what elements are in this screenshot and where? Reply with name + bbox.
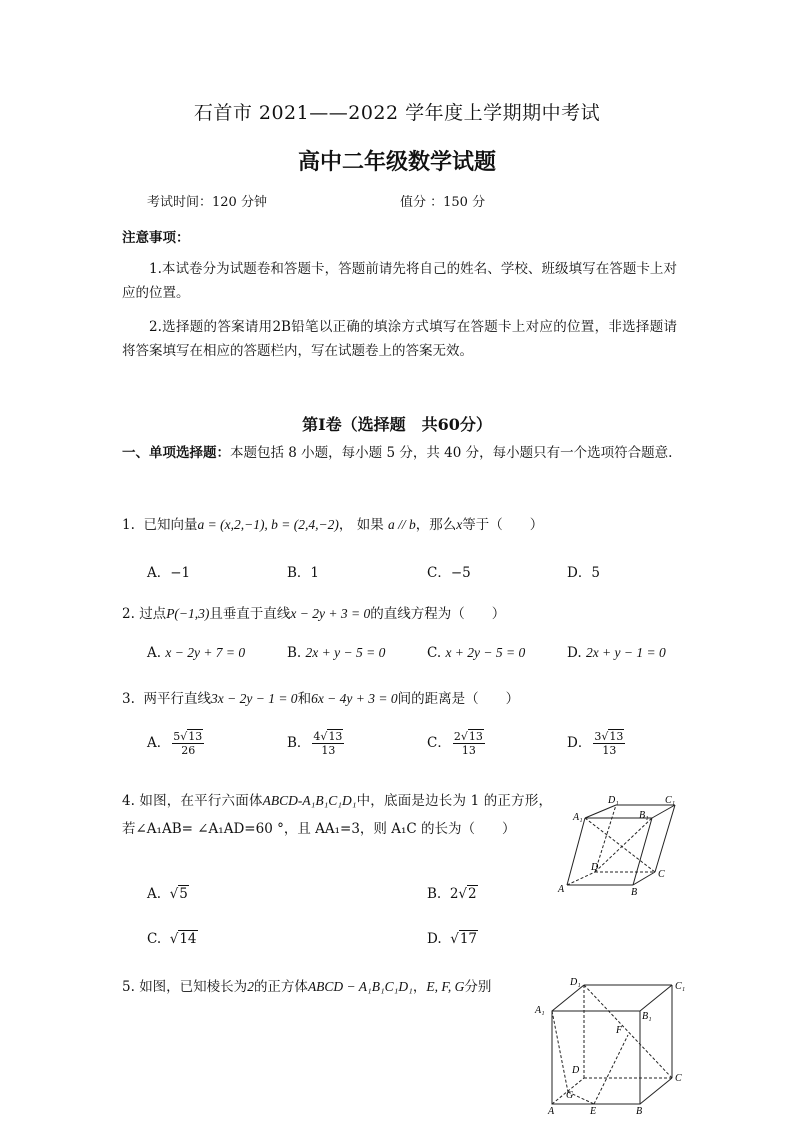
q1-text-b: ， 如果 bbox=[338, 517, 384, 533]
q5-label-d: D bbox=[572, 1065, 580, 1076]
q5-label-e: E bbox=[590, 1106, 597, 1115]
q1-var: x bbox=[456, 517, 463, 532]
q2-text-a: 过点 bbox=[139, 606, 167, 622]
question-5 bbox=[122, 975, 491, 995]
q3-number: 3. bbox=[122, 691, 135, 707]
q2-option-c bbox=[427, 645, 525, 661]
q5-text-c: ， bbox=[412, 979, 427, 995]
q3-option-c-label: C． bbox=[427, 735, 451, 751]
q5-solid: ABCD − A₁B₁C₁D₁ bbox=[307, 979, 413, 994]
q3-b-rad: 13 bbox=[328, 730, 343, 743]
q2-option-d-label: D. bbox=[567, 645, 582, 661]
q4-option-c-label: C. bbox=[147, 931, 162, 947]
note-item-1: 1.本试卷分为试题卷和答题卡，答题前请先将自己的姓名、学校、班级填写在答题卡上对应的位置。 bbox=[122, 261, 677, 301]
q3-a-rad: 13 bbox=[188, 730, 203, 743]
q3-d-rad: 13 bbox=[609, 730, 624, 743]
q4-option-a-rad: 5 bbox=[179, 886, 188, 902]
q2-option-a bbox=[147, 645, 245, 661]
q5-text-a: 如图，已知棱长为 bbox=[139, 979, 248, 995]
exam-score: 值分 ：150 分 bbox=[400, 195, 486, 210]
q3-c-den: 13 bbox=[461, 744, 476, 757]
exam-time: 考试时间：120 分钟 bbox=[147, 195, 267, 210]
q4-option-b-label: B. bbox=[427, 886, 442, 902]
q5-points: E, F, G bbox=[426, 979, 465, 994]
q4-label-b: B bbox=[631, 887, 638, 898]
q5-label-a1: A₁ bbox=[535, 1005, 545, 1016]
q5-label-c: C bbox=[675, 1073, 682, 1084]
q2-point: P(−1,3) bbox=[166, 606, 210, 621]
q1-vectors: a = (x,2,−1), b = (2,4,−2) bbox=[197, 517, 339, 532]
q2-option-b-label: B. bbox=[287, 645, 302, 661]
section-text: 本题包括 8 小题，每小题 5 分，共 40 分，每小题只有一个选项符合题意. bbox=[230, 445, 673, 461]
q1-option-a: A．−1 bbox=[147, 565, 191, 581]
question-2 bbox=[122, 602, 505, 622]
q3-c-coef: 2 bbox=[453, 730, 461, 743]
q4-parallelepiped-figure bbox=[555, 792, 690, 902]
q3-option-a-fraction: $\frac{5√13}{26}$ bbox=[173, 730, 203, 757]
q4-option-c: C. √14 bbox=[147, 931, 197, 947]
q3-option-a-label: A． bbox=[147, 735, 171, 751]
q4-option-a: A. √5 bbox=[147, 886, 188, 902]
q2-text-c: 的直线方程为（ ） bbox=[370, 606, 506, 622]
q2-number: 2. bbox=[122, 606, 135, 622]
q5-label-b1: B₁ bbox=[642, 1011, 652, 1022]
q3-option-c bbox=[427, 730, 487, 757]
q4-label-d: D bbox=[591, 862, 599, 873]
q1-number: 1. bbox=[122, 517, 135, 533]
q1-text-a: 已知向量 bbox=[143, 517, 198, 533]
q2-option-b bbox=[287, 645, 385, 661]
q3-option-b bbox=[287, 730, 346, 757]
q4-option-b: B. 2√2 bbox=[427, 886, 477, 902]
q3-d-den: 13 bbox=[602, 744, 617, 757]
q3-option-b-label: B． bbox=[287, 735, 311, 751]
q4-solid: ABCD-A₁B₁C₁D₁ bbox=[262, 793, 357, 808]
exam-title: 石首市 2021——2022 学年度上学期期中考试 bbox=[193, 102, 601, 124]
q5-label-g: G bbox=[566, 1090, 574, 1101]
note-item-2: 2.选择题的答案请用2B铅笔以正确的填涂方式填写在答题卡上对应的位置，非选择题请将答案填写在相应的答题栏内，写在试题卷上的答案无效。 bbox=[122, 319, 677, 359]
q4-option-b-coef: 2 bbox=[449, 886, 459, 902]
q4-text-b: 中，底面是边长为 1 的正方形，若∠A₁AB= ∠A₁AD=60 °，且 AA₁=3，则 A₁C 的长为（ ） bbox=[122, 793, 553, 837]
q1-option-d: D．5 bbox=[567, 565, 600, 581]
q1-option-b: B．1 bbox=[287, 565, 320, 581]
q3-a-coef: 5 bbox=[173, 730, 181, 743]
q5-number: 5. bbox=[122, 979, 135, 995]
q3-option-d-label: D． bbox=[567, 735, 592, 751]
exam-subtitle: 高中二年级数学试题 bbox=[297, 149, 496, 175]
q1-parallel: a // b bbox=[388, 517, 416, 532]
q2-option-d bbox=[567, 645, 666, 661]
q3-a-den: 26 bbox=[181, 744, 196, 757]
q4-label-b1: B₁ bbox=[639, 810, 649, 821]
q5-label-b: B bbox=[636, 1106, 643, 1115]
q4-number: 4. bbox=[122, 793, 135, 809]
q4-option-d: D. √17 bbox=[427, 931, 478, 947]
q3-text-b: 和 bbox=[297, 691, 312, 707]
q2-option-b-expr: 2x + y − 5 = 0 bbox=[305, 645, 386, 660]
q3-option-a bbox=[147, 730, 206, 757]
q2-text-b: 且垂直于直线 bbox=[209, 606, 291, 622]
question-1 bbox=[122, 513, 543, 533]
q3-option-b-fraction: $\frac{4√13}{13}$ bbox=[313, 730, 343, 757]
q5-cube-figure bbox=[532, 975, 692, 1115]
q1-text-c: ，那么 bbox=[415, 517, 457, 533]
q3-text-a: 两平行直线 bbox=[143, 691, 211, 707]
section-instructions bbox=[122, 439, 677, 467]
section-label: 一、单项选择题： bbox=[122, 445, 230, 461]
q2-line: x − 2y + 3 = 0 bbox=[290, 606, 371, 621]
question-4 bbox=[122, 787, 552, 843]
q2-option-a-expr: x − 2y + 7 = 0 bbox=[165, 645, 246, 660]
q5-label-a: A bbox=[548, 1106, 555, 1115]
q5-label-f: F bbox=[616, 1025, 623, 1036]
q3-d-coef: 3 bbox=[594, 730, 602, 743]
q2-option-c-label: C. bbox=[427, 645, 442, 661]
q5-label-d1: D₁ bbox=[570, 977, 581, 988]
q4-option-a-label: A. bbox=[147, 886, 162, 902]
notes-heading: 注意事项： bbox=[122, 230, 190, 246]
question-3 bbox=[122, 687, 519, 707]
q1-text-d: 等于（ ） bbox=[462, 517, 544, 533]
q3-line2: 6x − 4y + 3 = 0 bbox=[311, 691, 398, 706]
q3-option-d bbox=[567, 730, 627, 757]
q4-label-c1: C₁ bbox=[665, 795, 676, 806]
q3-option-d-fraction: $\frac{3√13}{13}$ bbox=[594, 730, 624, 757]
q5-text-b: 的正方体 bbox=[253, 979, 308, 995]
q3-line1: 3x − 2y − 1 = 0 bbox=[210, 691, 298, 706]
q5-edge: 2 bbox=[247, 979, 254, 994]
q2-option-d-expr: 2x + y − 1 = 0 bbox=[585, 645, 666, 660]
q3-c-rad: 13 bbox=[468, 730, 483, 743]
q2-option-c-expr: x + 2y − 5 = 0 bbox=[445, 645, 526, 660]
q4-option-d-label: D. bbox=[427, 931, 442, 947]
q4-text-a: 如图，在平行六面体 bbox=[139, 793, 263, 809]
volume-heading: 第Ⅰ卷（选择题 共60分） bbox=[302, 415, 492, 434]
q3-b-coef: 4 bbox=[313, 730, 321, 743]
q4-label-d1: D₁ bbox=[608, 795, 619, 806]
q4-option-d-rad: 17 bbox=[459, 931, 478, 947]
q2-option-a-label: A. bbox=[147, 645, 162, 661]
q1-option-c: C．−5 bbox=[427, 565, 471, 581]
q4-label-a1: A₁ bbox=[573, 812, 583, 823]
q4-label-a: A bbox=[558, 884, 565, 895]
q3-text-c: 间的距离是（ ） bbox=[397, 691, 520, 707]
q4-label-c: C bbox=[658, 869, 665, 880]
q5-label-c1: C₁ bbox=[675, 981, 686, 992]
q3-option-c-fraction: $\frac{2√13}{13}$ bbox=[453, 730, 483, 757]
q4-option-c-rad: 14 bbox=[179, 931, 197, 947]
q4-option-b-rad: 2 bbox=[468, 886, 477, 902]
q3-b-den: 13 bbox=[321, 744, 336, 757]
q5-text-d: 分别 bbox=[464, 979, 492, 995]
